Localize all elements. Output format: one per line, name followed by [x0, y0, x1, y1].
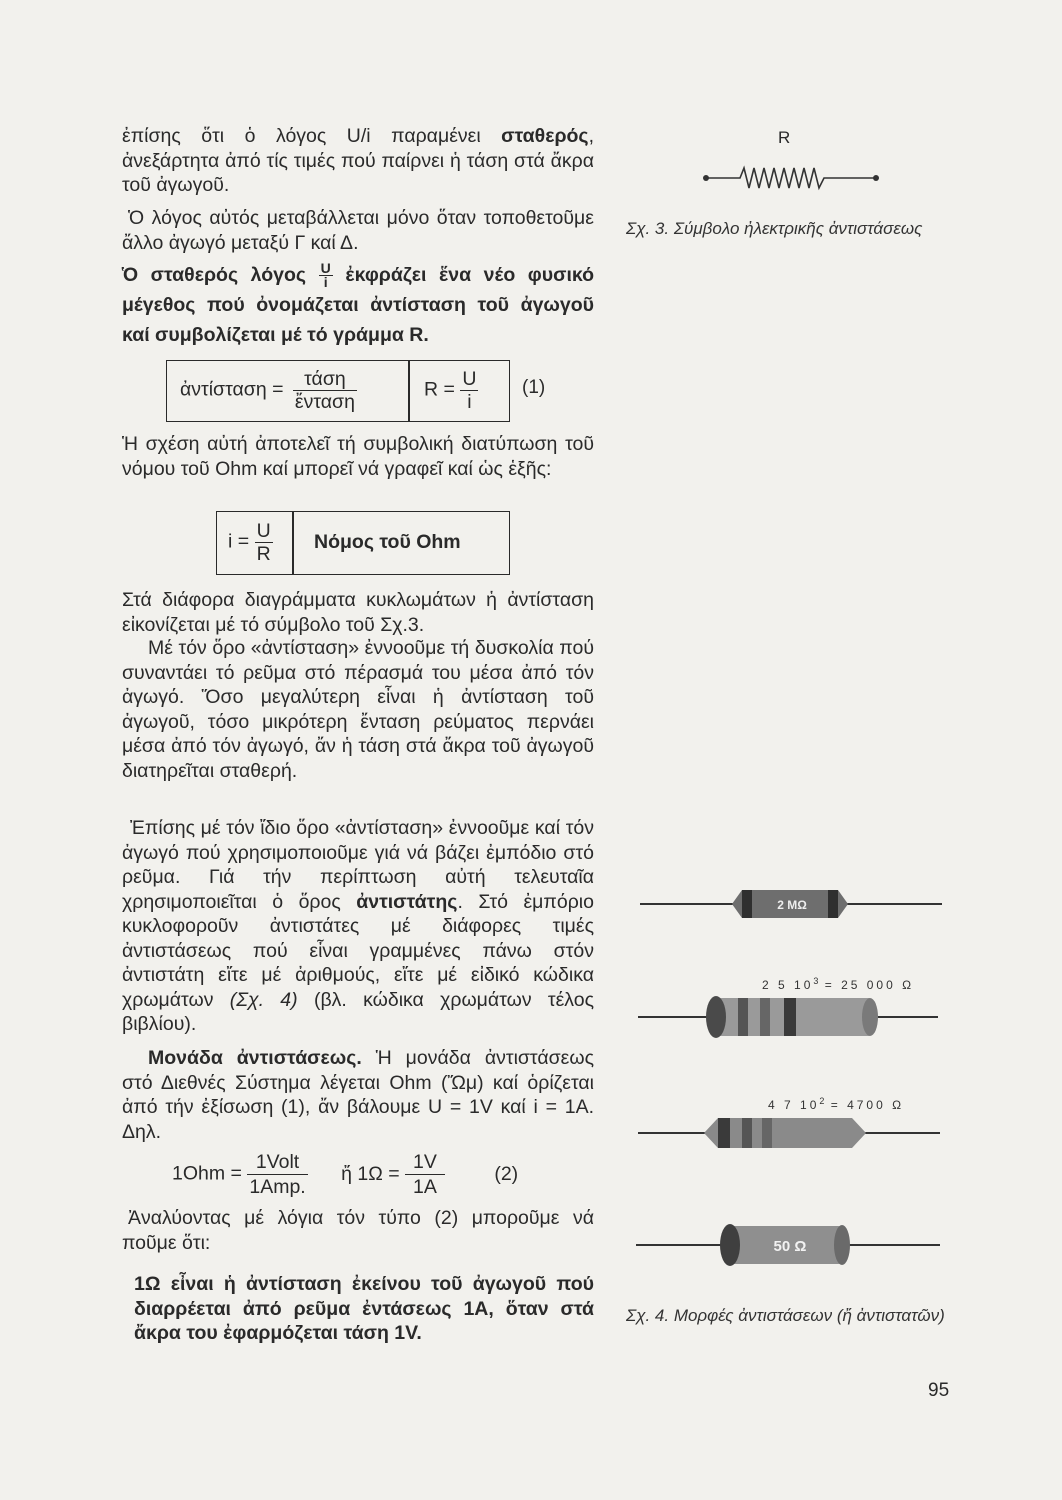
paragraph-5: Στά διάφορα διαγράμματα κυκλωμάτων ἡ ἀντίσταση εἰκονίζεται μέ τό σύμβολο τοῦ Σχ.3.: [122, 589, 594, 636]
ohm-law-label: Νόμος τοῦ Ohm: [314, 531, 461, 553]
resistor-1-label: 2 MΩ: [777, 898, 807, 912]
ohm-law-formula: i = $\frac{U}{R}$: [228, 520, 271, 565]
paragraph-definition: Ὁ σταθερός λόγος $\frac{U}{i}$ ἐκφράζει ἕνα νέο φυσικό μέγεθος πού ὀνομάζεται ἀντίσταση τοῦ ἀγωγοῦ καί συμβολίζεται μέ τό γράμμα R.: [122, 260, 595, 346]
equation-1-tag: (1): [522, 377, 546, 398]
paragraph-2: Ὁ λόγος αὐτός μεταβάλλεται μόνο ὅταν τοποθετοῦμε ἄλλο ἀγωγό μεταξύ Γ καί Δ.: [122, 207, 594, 254]
fig3-symbol-label: R: [778, 128, 791, 147]
equation-2: 1Ohm = $\frac{\text{1Volt}}{\text{1Amp.}}$ ἤ 1Ω = $\frac{1V}{1A}$ (2): [172, 1151, 519, 1198]
resistor-2-caption: 2 5 $10^3 = 25$ 000 Ω: [762, 976, 915, 992]
resistor-3-caption: 4 7 $10^2 = 4700$ Ω: [768, 1096, 905, 1112]
paragraph-10-definition: 1Ω εἶναι ἡ ἀντίσταση ἐκείνου τοῦ ἀγωγοῦ πού διαρρέεται ἀπό ρεῦμα ἐντάσεως 1A, ὅταν στά ἄκρα του ἐφαρμόζεται τάση 1V.: [134, 1273, 594, 1344]
resistor-2-body: [700, 992, 886, 1042]
fig3-caption: Σχ. 3. Σύμβολο ἠλεκτρικῆς ἀντιστάσεως: [626, 219, 923, 238]
paragraph-7: Ἐπίσης μέ τόν ἴδιο ὅρο «ἀντίσταση» ἐννοοῦμε καί τόν ἀγωγό πού χρησιμοποιοῦμε γιά νά βάζει ἐμπόδιο στό ρεῦμα. Γιά τήν περίπτωση αὐτή τελευταῖα χρησιμοποιεῖται ὁ ὅρος ἀντιστάτης. Στό ἐμπόριο κυκλοφοροῦν ἀντιστάτες μέ διάφορες τιμές ἀντιστάσεως πού εἶναι γραμμένες πάνω στόν ἀντιστάτη εἴτε μέ ἀριθμούς, εἴτε μέ εἰδικό κώδικα χρωμάτων (Σχ. 4) (βλ. κώδικα χρωμάτων τέλος βιβλίου).: [122, 817, 594, 1035]
paragraph-1: ἐπίσης ὅτι ὁ λόγος U/i παραμένει σταθερός, ἀνεξάρτητα ἀπό τίς τιμές πού παίρνει ἡ τάση στά ἄκρα τοῦ ἀγωγοῦ.: [122, 125, 594, 196]
page-number: 95: [928, 1380, 950, 1401]
resistor-3-body: [702, 1114, 868, 1152]
paragraph-4: Ἡ σχέση αὐτή ἀποτελεῖ τή συμβολική διατύπωση τοῦ νόμου τοῦ Ohm καί μπορεῖ νά γραφεῖ καί ὡς ἑξῆς:: [122, 433, 594, 480]
resistor-symbol-icon: [700, 160, 884, 196]
equation-1: ἀντίσταση = $\frac{\text{τάση}}{\text{ἔνταση}}$: [180, 368, 355, 413]
paragraph-6: Μέ τόν ὅρο «ἀντίσταση» ἐννοοῦμε τή δυσκολία πού συναντάει τό ρεῦμα στό πέρασμά του μέσα ἀπό τόν ἀγωγό. Ὅσο μεγαλύτερη εἶναι ἡ ἀντίσταση τοῦ ἀγωγοῦ, τόσο μικρότερη ἔνταση ρεύματος περνάει μέσα ἀπό τόν ἀγωγό, ἄν ἡ τάση στά ἄκρα τοῦ ἀγωγοῦ διατηρεῖται σταθερή.: [122, 637, 594, 782]
resistor-1-body: [730, 886, 850, 922]
equation-1-symbolic: R = $\frac{U}{i}$: [424, 368, 477, 413]
paragraph-8: Μονάδα ἀντιστάσεως. Ἡ μονάδα ἀντιστάσεως στό Διεθνές Σύστημα λέγεται Ohm (Ὤμ) καί ὁρίζεται ἀπό τήν ἐξίσωση (1), ἄν βάλουμε U = 1V καί i = 1A. Δηλ.: [122, 1047, 594, 1143]
resistor-4-label: 50 Ω: [773, 1238, 807, 1255]
paragraph-9: Ἀναλύοντας μέ λόγια τόν τύπο (2) μποροῦμε νά ποῦμε ὅτι:: [122, 1207, 594, 1254]
resistor-4-body: [716, 1220, 854, 1270]
fig4-caption: Σχ. 4. Μορφές ἀντιστάσεων (ἤ ἀντιστατῶν): [626, 1306, 945, 1325]
